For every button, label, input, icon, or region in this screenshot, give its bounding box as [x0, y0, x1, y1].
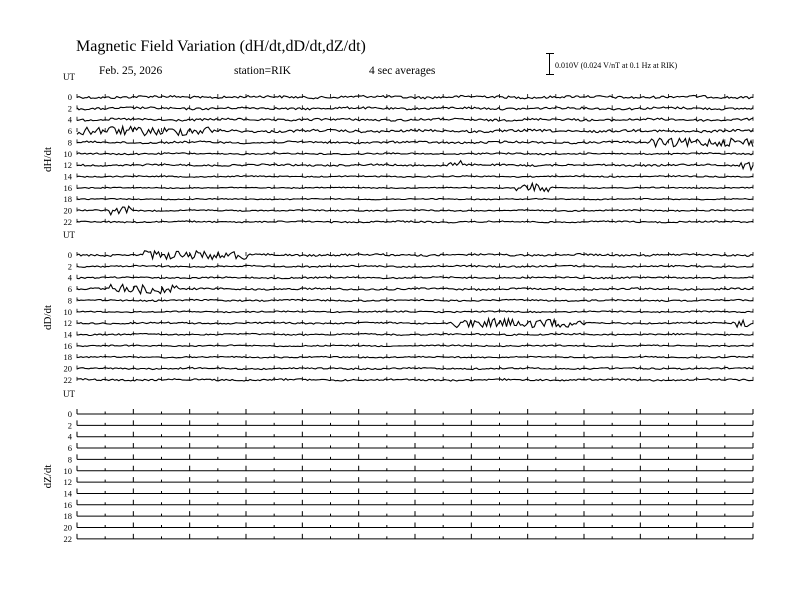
row-label-4: 4	[67, 114, 72, 125]
page-title: Magnetic Field Variation (dH/dt,dD/dt,dZ/dt)	[76, 38, 366, 55]
row-label-0: 0	[67, 250, 72, 260]
row-label-14: 14	[63, 329, 72, 340]
row-label-8: 8	[67, 137, 72, 148]
row-label-18: 18	[63, 352, 72, 363]
y-axis-label: dH/dt	[42, 146, 54, 172]
row-label-12: 12	[63, 477, 72, 488]
row-label-4: 4	[67, 431, 72, 442]
ut-label: UT	[63, 72, 75, 82]
ut-label: UT	[63, 230, 75, 240]
row-label-20: 20	[63, 522, 72, 533]
ut-label: UT	[63, 389, 75, 399]
date-label: Feb. 25, 2026	[99, 65, 163, 77]
row-label-8: 8	[67, 295, 72, 306]
row-label-2: 2	[67, 103, 72, 114]
row-label-4: 4	[67, 272, 72, 283]
row-label-12: 12	[63, 160, 72, 171]
row-label-18: 18	[63, 511, 72, 522]
row-label-10: 10	[63, 465, 72, 476]
row-label-12: 12	[63, 318, 72, 329]
row-label-16: 16	[63, 499, 72, 510]
row-label-14: 14	[63, 488, 72, 499]
row-label-22: 22	[63, 374, 72, 385]
row-label-0: 0	[67, 92, 72, 102]
row-label-6: 6	[67, 284, 72, 295]
row-label-14: 14	[63, 171, 72, 182]
averaging-label: 4 sec averages	[369, 65, 436, 77]
y-axis-label: dD/dt	[42, 304, 54, 330]
row-label-10: 10	[63, 306, 72, 317]
row-label-0: 0	[67, 409, 72, 419]
row-label-6: 6	[67, 126, 72, 137]
row-label-2: 2	[67, 420, 72, 431]
row-label-8: 8	[67, 454, 72, 465]
row-label-22: 22	[63, 216, 72, 227]
row-label-6: 6	[67, 443, 72, 454]
row-label-20: 20	[63, 205, 72, 216]
row-label-20: 20	[63, 363, 72, 374]
row-label-16: 16	[63, 182, 72, 193]
row-label-18: 18	[63, 194, 72, 205]
row-label-16: 16	[63, 340, 72, 351]
scale-label: 0.010V (0.024 V/nT at 0.1 Hz at RIK)	[555, 61, 678, 70]
row-label-2: 2	[67, 261, 72, 272]
station-label: station=RIK	[234, 65, 291, 77]
row-label-10: 10	[63, 148, 72, 159]
y-axis-label: dZ/dt	[42, 464, 54, 489]
row-label-22: 22	[63, 533, 72, 544]
